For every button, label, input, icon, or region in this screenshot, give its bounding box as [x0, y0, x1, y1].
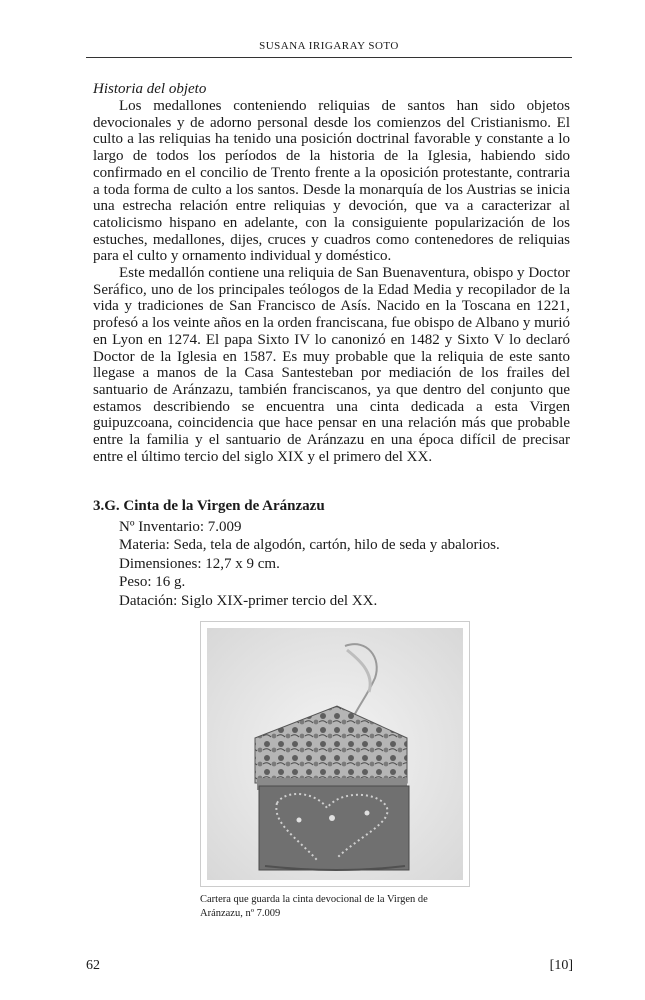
- body-text: [93, 98, 570, 465]
- inventory-line: Nº Inventario: 7.009: [119, 519, 242, 535]
- dimensions-line: Dimensiones: 12,7 x 9 cm.: [119, 555, 280, 572]
- figure-frame: [200, 621, 470, 887]
- running-header: SUSANA IRIGARAY SOTO: [259, 40, 399, 52]
- paragraph-2: Este medallón contiene una reliquia de San Buenaventura, obispo y Doctor Seráfico, uno de los principales teólogos de la Edad Media y recopilador de la vida y tradiciones de San Francisco de Asís. Nacido en la Toscana en 1221, profesó a los veinte años en la orden franciscana, fue obispo de Albano y murió en Lyon en 1274. El papa Sixto IV lo canonizó en 1482 y Sixto V lo declaró Doctor de la Iglesia en 1587. Es muy probable que la reliquia de este santo llegase a manos de la Casa Santesteban por mediación de los frailes del santuario de Aránzazu, también franciscanos, ya que dentro del conjunto que estamos describiendo se encuentra una cinta dedicada a esta Virgen guipuzcoana, coincidencia que hace pensar en una relación más que probable entre la familia y el santuario de Aránzazu en una época difícil de precisar entre el último tercio del siglo XIX y el primero del XX.: [93, 265, 570, 465]
- caption-line-1: Cartera que guarda la cinta devocional de la Virgen de: [200, 894, 428, 905]
- paragraph-1: Los medallones conteniendo reliquias de santos han sido objetos devocionales y de adorno personal desde los comienzos del Cristianismo. El culto a las reliquias ha tenido una posición doctrinal favorable y constante a lo largo de todos los períodos de la historia de la Iglesia, habiendo sido confirmado en el concilio de Trento frente a la oposición protestante, contraria a toda forma de culto a los santos. Desde la monarquía de los Austrias se inicia una estrecha relación entre reliquias y devoción, que va a caracterizar al catolicismo hispano en adelante, con la consiguiente popularización de los estuches, medallones, dijes, cruces y cuadros como contenedores de reliquias para el culto y ornamento individual y doméstico.: [93, 98, 570, 265]
- item-details: [119, 518, 500, 610]
- item-title: 3.G. Cinta de la Virgen de Aránzazu: [93, 498, 325, 514]
- caption-line-2: Aránzazu, nº 7.009: [200, 907, 281, 919]
- wallet-photo: [207, 628, 463, 880]
- header-rule: [86, 57, 572, 58]
- section-title: Historia del objeto: [93, 81, 207, 97]
- material-line: Materia: Seda, tela de algodón, cartón, hilo de seda y abalorios.: [119, 537, 500, 554]
- dating-line: Datación: Siglo XIX-primer tercio del XX.: [119, 592, 378, 609]
- weight-line: Peso: 16 g.: [119, 574, 186, 591]
- page-number: 62: [86, 958, 100, 973]
- page-reference: [10]: [549, 958, 573, 973]
- figure-caption: [200, 893, 470, 920]
